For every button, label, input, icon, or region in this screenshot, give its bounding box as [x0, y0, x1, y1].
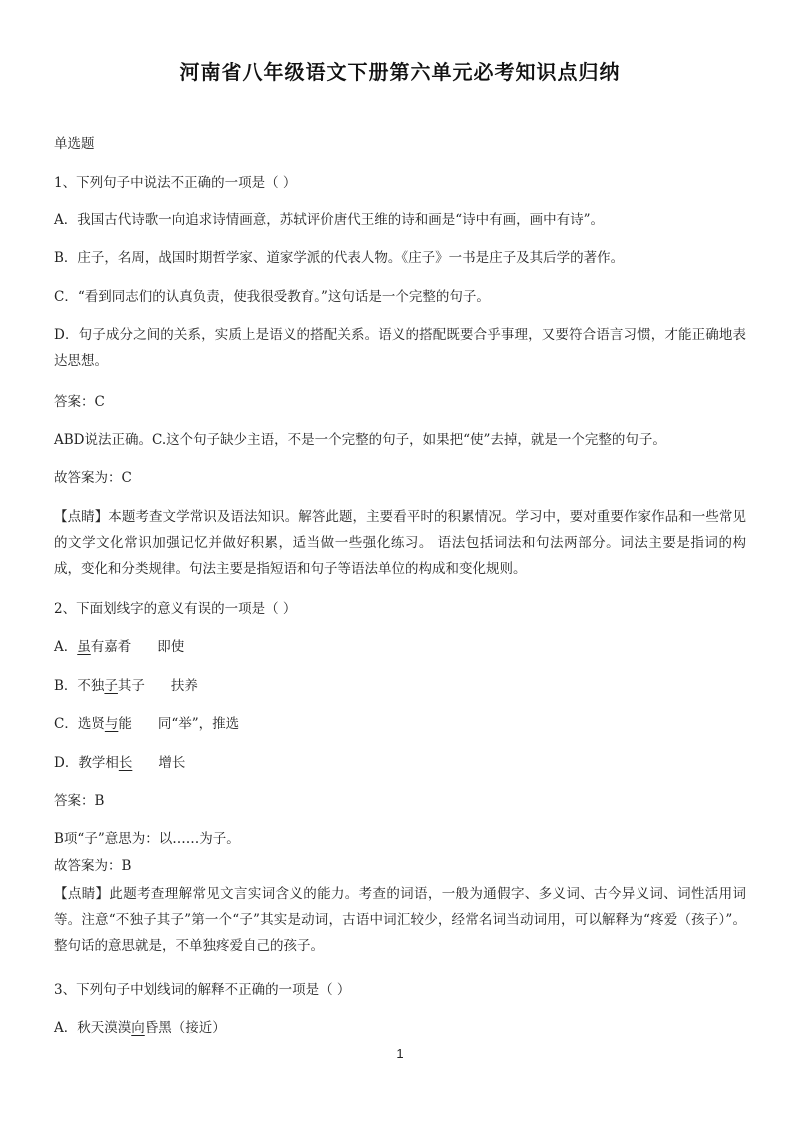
option-label: A． [54, 639, 78, 655]
q1-option-d: D．句子成分之间的关系，实质上是语义的搭配关系。语义的搭配既要合乎事理，又要符合语言习惯，才能正确地表达思想。 [54, 327, 746, 369]
underlined-char: 虽 [77, 639, 91, 655]
page-title: 河南省八年级语文下册第六单元必考知识点归纳 [179, 60, 621, 84]
q2-final-answer: 故答案为：B [54, 858, 132, 874]
section-heading: 单选题 [54, 136, 95, 152]
option-text: 有嘉肴 [90, 639, 132, 655]
q2-stem: 2、下面划线字的意义有误的一项是（ ） [54, 601, 297, 617]
underlined-char: 子 [104, 678, 118, 694]
q2-explanation: B项“子”意思为：以……为子。 [54, 831, 240, 847]
underlined-char: 向 [131, 1020, 145, 1036]
q2-comment: 【点睛】此题考查理解常见文言实词含义的能力。考查的词语，一般为通假字、多义词、古今异义词、词性活用词等。注意“不独子其子”第一个“子”其实是动词，古语中词汇较少，经常名词当动词用，可以解释为“疼爱（孩子）”。整句话的意思就是，不单独疼爱自己的孩子。 [54, 886, 746, 954]
q1-option-c: C．“看到同志们的认真负责，使我很受教育。”这句话是一个完整的句子。 [54, 289, 490, 305]
q1-option-a: A．我国古代诗歌一向追求诗情画意，苏轼评价唐代王维的诗和画是“诗中有画，画中有诗”。 [54, 212, 605, 228]
q1-answer: 答案：C [54, 394, 105, 410]
option-label: B．不独 [54, 678, 105, 694]
q3-option-a [54, 1015, 754, 1041]
q2-option-a [54, 634, 754, 660]
option-label: A．秋天漠漠 [54, 1020, 132, 1036]
option-label: D．教学相 [54, 755, 119, 771]
q1-explanation: ABD说法正确。C.这个句子缺少主语，不是一个完整的句子，如果把“使”去掉，就是一个完整的句子。 [54, 432, 666, 448]
q3-stem: 3、下列句子中划线词的解释不正确的一项是（ ） [54, 982, 351, 998]
q2-option-c [54, 711, 754, 737]
option-meaning: 增长 [158, 755, 186, 771]
option-text: 其子 [117, 678, 145, 694]
q2-answer: 答案：B [54, 793, 105, 809]
q1-stem: 1、下列句子中说法不正确的一项是（ ） [54, 175, 297, 191]
q1-comment: 【点睛】本题考查文学常识及语法知识。解答此题，主要看平时的积累情况。学习中，要对重要作家作品和一些常见的文学文化常识加强记忆并做好积累，适当做一些强化练习。 语法包括词法和句法两部分。词法主要是指词的构成，变化和分类规律。句法主要是指短语和句子等语法单位的构成和变化规则。 [54, 509, 746, 577]
option-meaning: 扶养 [170, 678, 198, 694]
option-meaning: 即使 [157, 639, 185, 655]
q2-option-b [54, 673, 754, 699]
page-number: 1 [396, 1046, 404, 1061]
option-text: 能 [118, 716, 132, 732]
underlined-char: 长 [118, 755, 133, 771]
q1-final-answer: 故答案为：C [54, 470, 132, 486]
option-meaning: 同“举”，推选 [157, 716, 240, 732]
option-label: C．选贤 [54, 716, 105, 732]
option-text: 昏黑（接近） [144, 1020, 226, 1036]
underlined-char: 与 [104, 716, 119, 732]
q2-option-d [54, 750, 754, 776]
q1-option-b: B．庄子，名周，战国时期哲学家、道家学派的代表人物。《庄子》一书是庄子及其后学的著作。 [54, 250, 625, 266]
